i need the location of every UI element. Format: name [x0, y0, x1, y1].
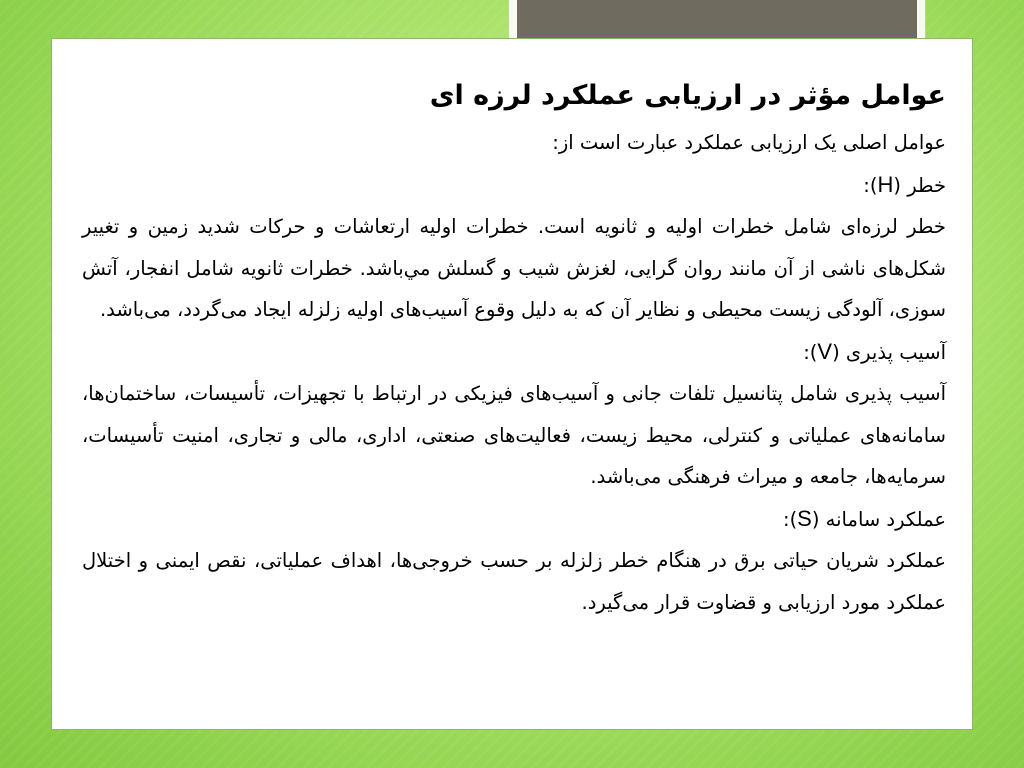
section-body-system: عملکرد شریان حیاتی برق در هنگام خطر زلزله بر حسب خروجی‌ها، اهداف عملیاتی، نقص ایمنی و اختلال عملکرد مورد ارزیابی و قضاوت قرار می‌گیرد.	[82, 549, 946, 614]
slide-title: عوامل مؤثر در ارزیابی عملکرد لرزه ای	[429, 80, 946, 111]
section-symbol: H	[877, 171, 894, 197]
intro-text: عوامل اصلی یک ارزیابی عملکرد عبارت است از:	[552, 131, 946, 154]
section-body-hazard: خطر لرزه‌ای شامل خطرات اولیه و ثانویه است. خطرات اولیه ارتعاشات و حرکات شدید زمین و تغییر شکل‌های ناشی از آن مانند روان گرایی، لغزش شیب و گسلش مي‌باشد. خطرات ثانویه شامل انفجار، آتش سوزی، آلودگی زیست محیطی و نظایر آن که به دلیل وقوع آسیب‌های اولیه زلزله ایجاد می‌گردد، می‌باشد.	[82, 215, 946, 321]
section-heading-hazard: خطر (H):	[863, 171, 946, 197]
section-label: آسیب پذیری	[845, 340, 946, 364]
section-label: عملکرد سامانه	[825, 507, 946, 531]
section-label: خطر	[907, 173, 946, 197]
section-symbol: V	[817, 338, 833, 364]
section-heading-vulnerability: آسیب پذیری (V):	[803, 338, 946, 364]
slide-text-area	[82, 70, 946, 623]
section-body-vulnerability: آسیب پذیری شامل پتانسیل تلفات جانی و آسیب‌های فیزیکی در ارتباط با تجهیزات، تأسیسات، ساختمان‌ها، سامانه‌های عملیاتی و کنترلی، محیط زیست، فعالیت‌های صنعتی، اداری، مالی و تجاری، امنیت تأسیسات، سرمایه‌ها، جامعه و میراث فرهنگی می‌باشد.	[82, 382, 946, 488]
section-heading-system: عملکرد سامانه (S):	[782, 505, 946, 531]
section-symbol: S	[797, 505, 812, 531]
